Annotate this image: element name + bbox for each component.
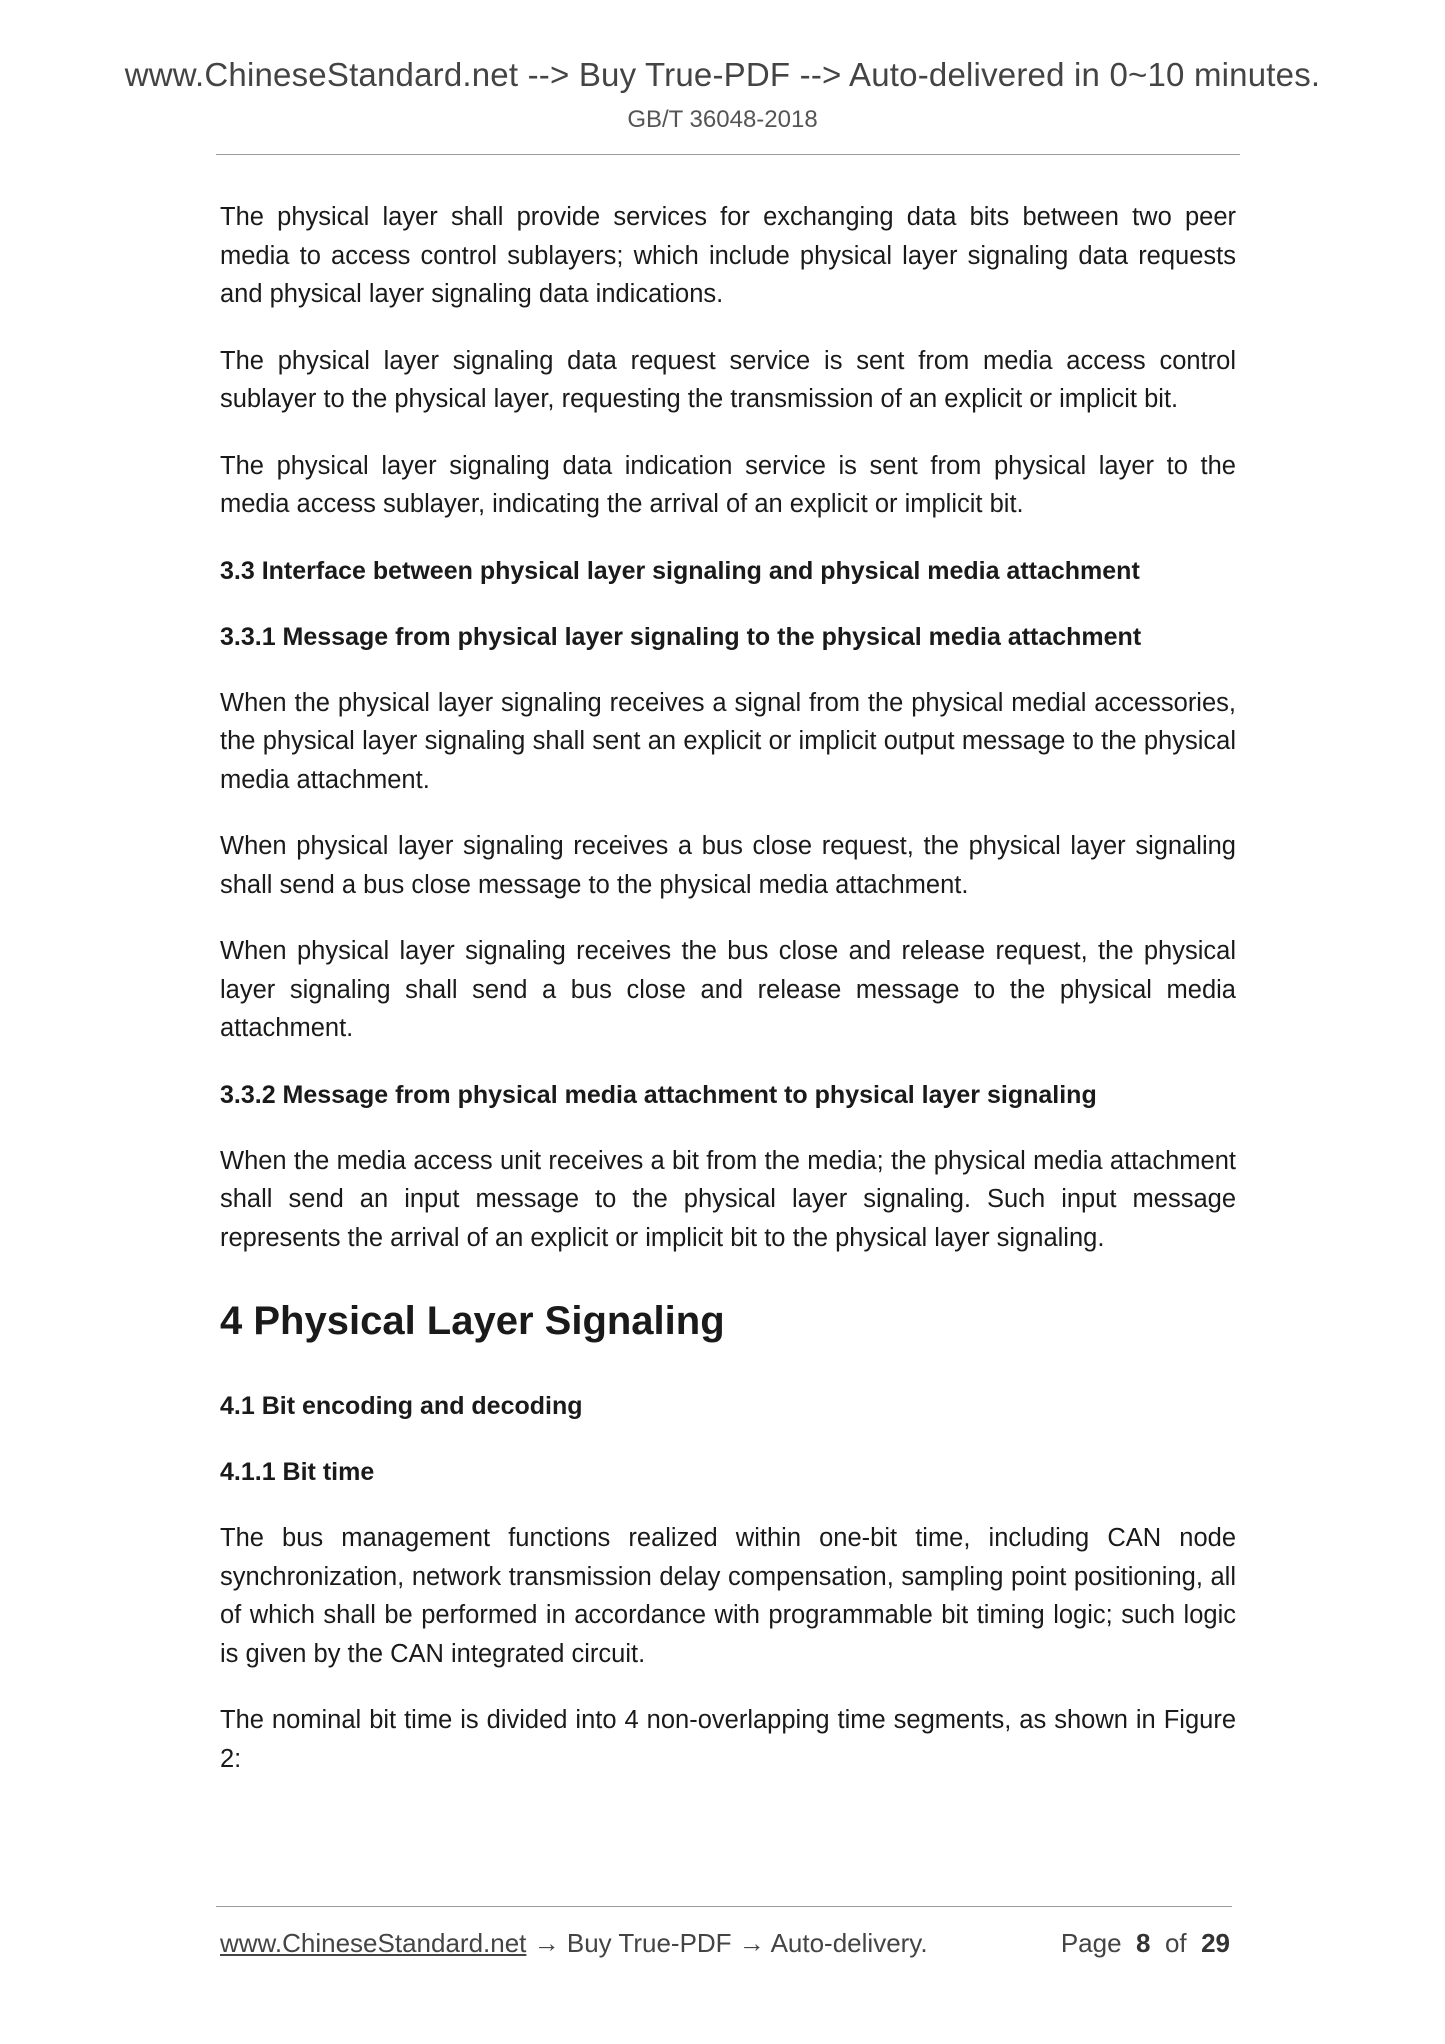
- header-banner: www.ChineseStandard.net --> Buy True-PDF --> Auto-delivered in 0~10 minutes.: [124, 56, 1321, 93]
- total-pages: 29: [1201, 1928, 1230, 1958]
- footer-site-link[interactable]: www.ChineseStandard.net: [220, 1928, 527, 1958]
- paragraph: The bus management functions realized within one-bit time, including CAN node synchronization, network transmission delay compensation, sampling point positioning, all of which shall be performed in accordance with programmable bit timing logic; such logic is given by the CAN integrated circuit.: [220, 1524, 1236, 1668]
- section-heading-4-1: 4.1 Bit encoding and decoding: [220, 1392, 583, 1420]
- footer-promo-text: → Buy True-PDF → Auto-delivery.: [526, 1928, 928, 1958]
- section-heading-3-3-1: 3.3.1 Message from physical layer signaling to the physical media attachment: [220, 622, 1142, 651]
- section-heading-3-3-2: 3.3.2 Message from physical media attachment to physical layer signaling: [220, 1080, 1097, 1109]
- paragraph: When physical layer signaling receives a bus close request, the physical layer signaling shall send a bus close message to the physical media attachment.: [220, 832, 1236, 899]
- page-label: Page: [1060, 1928, 1122, 1958]
- paragraph: When physical layer signaling receives the bus close and release request, the physical layer signaling shall send a bus close and release message to the physical media attachment.: [220, 937, 1236, 1042]
- of-label: of: [1164, 1928, 1187, 1958]
- header-divider: [216, 154, 1240, 155]
- paragraph: The physical layer signaling data request service is sent from media access control sublayer to the physical layer, requesting the transmission of an explicit or implicit bit.: [220, 346, 1236, 413]
- footer-divider: [216, 1906, 1232, 1907]
- paragraph: When the physical layer signaling receives a signal from the physical medial accessories, the physical layer signaling shall sent an explicit or implicit output message to the physical media attachment.: [220, 688, 1236, 794]
- footer-promo: [220, 1928, 928, 1959]
- section-heading-3-3: 3.3 Interface between physical layer signaling and physical media attachment: [220, 556, 1140, 585]
- section-heading-4-1-1: 4.1.1 Bit time: [220, 1458, 375, 1486]
- chapter-heading-4: 4 Physical Layer Signaling: [220, 1299, 725, 1343]
- standard-number: GB/T 36048-2018: [627, 106, 818, 133]
- page-indicator: [1061, 1928, 1230, 1959]
- paragraph: The physical layer signaling data indication service is sent from physical layer to the media access sublayer, indicating the arrival of an explicit or implicit bit.: [220, 451, 1236, 518]
- current-page-number: 8: [1136, 1928, 1151, 1958]
- paragraph: When the media access unit receives a bit from the media; the physical media attachment shall send an input message to the physical layer signaling. Such input message represents the arrival of an explicit or implicit bit to the physical layer signaling.: [220, 1146, 1236, 1252]
- paragraph: The nominal bit time is divided into 4 non-overlapping time segments, as shown in Figure 2:: [220, 1706, 1236, 1773]
- page-body: [220, 198, 1236, 1806]
- paragraph: The physical layer shall provide services for exchanging data bits between two peer media to access control sublayers; which include physical layer signaling data requests and physical layer signaling data indications.: [220, 203, 1236, 308]
